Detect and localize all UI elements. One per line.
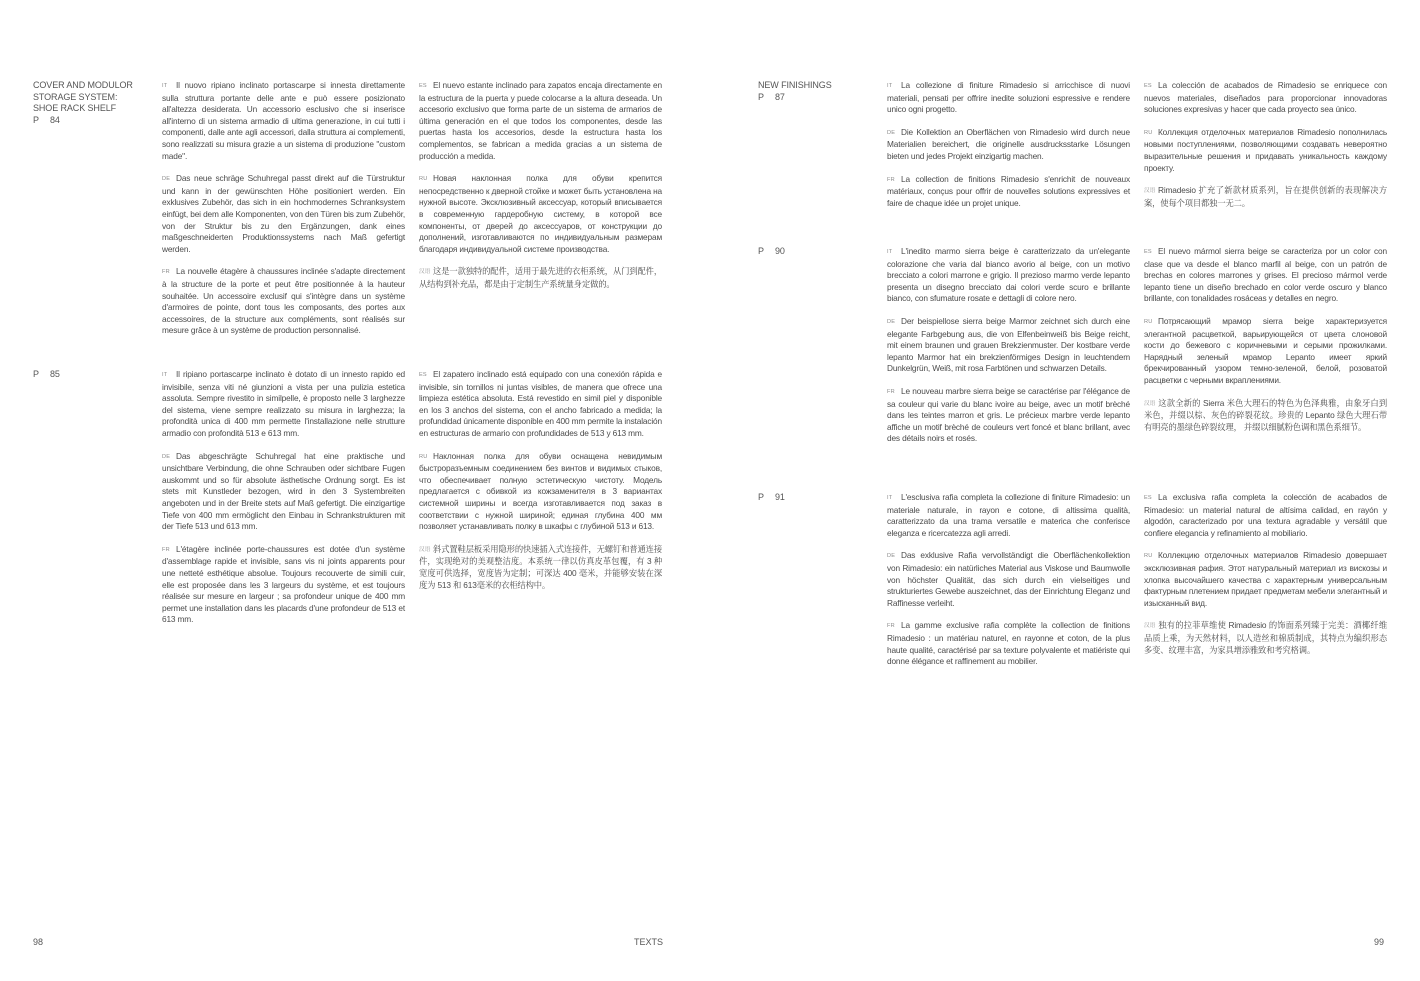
paragraph-fr xyxy=(887,174,1130,210)
paragraph-es xyxy=(419,80,662,162)
page-reference-number: 90 xyxy=(775,246,785,256)
page-reference-number: 84 xyxy=(50,114,60,125)
paragraph-text: Das neue schräge Schuhregal passt direkt auf die Türstruktur und kann in der gewünschten Höhe positioniert werden. Ein exklusives Zubehör, das sich in ein hochmodernes Schranksystem einfügt, bei dem alle Komponenten, von den Türen bis zum Zubehör, von der Struktur bis zu den Ergänzungen, dank eines maßgeschneiderten Produktionssystems nach Maß gefertigt werden. xyxy=(162,173,405,254)
language-tag: DE xyxy=(887,553,896,560)
language-tag: RU xyxy=(419,176,428,183)
paragraph-text: Коллекция отделочных материалов Rimadesio пополнилась новыми поступлениями, позволяющими создавать невероятно выразительные решения и придавать уникальность каждому проекту. xyxy=(1144,126,1387,173)
section-heading-p85 xyxy=(33,369,143,381)
language-tag: ES xyxy=(419,83,427,89)
paragraph-ru xyxy=(1144,550,1387,609)
language-tag: IT xyxy=(887,495,893,501)
page-reference: P 85 xyxy=(33,369,60,379)
language-tag: FR xyxy=(162,269,170,276)
paragraph-text: Das abgeschrägte Schuhregal hat eine praktische und unsichtbare Verbindung, die ohne Schrauben oder sichtbare Fugen auskommt und so für absolute ästhetische Ordnung sorgt. Es ist stets mit Kunstleder bezogen, wird in den 3 Systembreiten angeboten und in der Breite stets auf Maß gefertigt. Die einzigartige Tiefe von 400 mm ermöglicht den Einbau in Schrankstrukturen mit der Tiefe 513 und 613 mm. xyxy=(162,450,405,532)
text-column-it-de-fr xyxy=(162,80,405,348)
paragraph-text: El nuevo mármol sierra beige se caracteriza por un color con clase que va desde el blanco marfil al beige, con un patrón de brechas en colores marrones y grises. El precioso mármol verde lepanto tiene un diseño brechado en color verde oscuro y blanco brillante, con tonalidades rosáceas y detalles en negro. xyxy=(1144,246,1387,304)
text-column-es-ru-zh xyxy=(419,80,662,302)
language-tag: FR xyxy=(887,388,895,395)
footer-section-label: TEXTS xyxy=(634,937,664,947)
section-heading-new-finishings xyxy=(758,80,868,103)
paragraph-es xyxy=(1144,246,1387,305)
text-column-it-de-fr xyxy=(887,492,1130,679)
paragraph-it xyxy=(887,492,1130,539)
paragraph-text: 独有的拉菲草维使 Rimadesio 的饰面系列臻于完美：酒椰纤维品质上乘，为天然材料，以人造丝和棉质制成，其特点为编织形态多变、纹理丰富，为家具增添雅致和考究格调。 xyxy=(1144,620,1387,655)
language-tag: IT xyxy=(162,83,168,89)
paragraph-es xyxy=(419,369,662,440)
language-tag: RU xyxy=(1144,553,1153,560)
paragraph-text: La gamme exclusive rafia complète la collection de finitions Rimadesio : un matériau naturel, en rayonne et coton, de la plus haute qualité, caractérisé par sa texture polyvalente et matiériste qui donne élégance et raffinement au mobilier. xyxy=(887,620,1130,667)
paragraph-ru xyxy=(419,173,662,255)
language-tag: 汉语 xyxy=(419,269,431,276)
language-tag: DE xyxy=(887,129,896,136)
paragraph-de xyxy=(162,173,405,255)
section-heading-shoe-rack xyxy=(33,80,143,126)
paragraph-text: Il nuovo ripiano inclinato portascarpe si innesta direttamente sulla struttura portante delle ante e può essere posizionato all'altezza desiderata. Un accessorio esclusivo che si inserisce all'interno di un sistema armadio di ultima generazione, in cui tutti i componenti, dalle ante agli accessori, dalla struttura ai complementi, sono realizzati su misura grazie a un sistema di produzione "custom made". xyxy=(162,80,405,161)
page-reference: P 90 xyxy=(758,246,785,256)
language-tag: 汉语 xyxy=(1144,400,1156,407)
text-column-it-de-fr xyxy=(887,246,1130,456)
paragraph-zh xyxy=(419,544,662,591)
paragraph-text: Il ripiano portascarpe inclinato è dotato di un innesto rapido ed invisibile, senza viti né giunzioni a vista per una pulizia estetica assoluta. Sempre rivestito in similpelle, è proposto nelle 3 larghezze del sistema, viene sempre realizzato su misura in larghezza; la profondità unica di 400 mm permette l'installazione nelle strutture armadio con profondità 513 e 613 mm. xyxy=(162,369,405,438)
paragraph-text: Die Kollektion an Oberflächen von Rimadesio wird durch neue Materialien bereichert, die originelle ausdrucksstarke Lösungen bieten und jedes Projekt einzigartig machen. xyxy=(887,126,1130,161)
paragraph-de xyxy=(162,451,405,533)
page-reference-number: 87 xyxy=(775,91,785,102)
paragraph-zh xyxy=(1144,398,1387,434)
paragraph-text: Der beispiellose sierra beige Marmor zeichnet sich durch eine elegante Farbgebung aus, die von Elfenbeinweiß bis Beige reicht, mit einem braunen und grauen Brekzienmuster. Der kostbare verde lepanto Marmor hat ein brekzienförmiges Design in leuchtendem Dunkelgrün, Weiß, mit rosa Farbtönen und schwarzen Details. xyxy=(887,315,1130,374)
paragraph-text: El zapatero inclinado está equipado con una conexión rápida e invisible, sin tornillos ni juntas visibles, de manera que ofrece una limpieza estética absoluta. Está revestido en simil piel y disponible en los 3 anchos del sistema, con el ancho fabricado a medida; la profundidad únicamente disponible en 400 mm permite la instalación en estructuras de armario con profundidades de 513 y 613 mm. xyxy=(419,369,662,438)
paragraph-zh xyxy=(1144,620,1387,656)
paragraph-text: Le nouveau marbre sierra beige se caractérise par l'élégance de sa couleur qui varie du blanc ivoire au beige, avec un motif brèché dans les teintes marron et gris. Le précieux marbre verde lepanto affiche un motif brèché de couleurs vert foncé et blanc brillant, avec des détails noirs et rosés. xyxy=(887,385,1130,444)
paragraph-text: La collection de finitions Rimadesio s'enrichit de nouveaux matériaux, conçus pour offrir de nouvelles solutions expressives et faire de chaque idée un projet unique. xyxy=(887,173,1130,208)
paragraph-text: Новая наклонная полка для обуви крепится непосредственно к дверной стойке и может быть установлена на нужной высоте. Эксклюзивный аксессуар, который вписывается в современную гардеробную систему, в которой все компоненты, от дверей до аксессуаров, от конструкции до дополнений, изготавливаются по индивидуальным размерам благодаря индивидуальной системе производства. xyxy=(419,173,662,254)
text-column-es-ru-zh xyxy=(1144,246,1387,444)
paragraph-de xyxy=(887,316,1130,375)
paragraph-text: L'inedito marmo sierra beige è caratterizzato da un'elegante colorazione che varia dal bianco avorio al beige, con un motivo brecciato a colori marrone e grigio. Il prezioso marmo verde lepanto presenta un disegno brecciato dai colori verde scuro e brillante bianco, con sfumature rosate e dettagli di colore nero. xyxy=(887,246,1130,304)
paragraph-es xyxy=(1144,492,1387,539)
language-tag: ES xyxy=(419,372,427,378)
language-tag: FR xyxy=(162,546,170,553)
paragraph-text: La nouvelle étagère à chaussures inclinée s'adapte directement à la structure de la porte et peut être positionnée à la hauteur souhaitée. Un accessoire exclusif qui s'intègre dans un système d'armoires de pointe, dont tous les composants, des portes aux accessoires, de la structure aux compléments, sont réalisés sur mesure grâce à un système de production personnalisé. xyxy=(162,266,405,336)
paragraph-text: 斜式置鞋层板采用隐形的快速插入式连接件，无螺钉和普通连接件，实现绝对的美观整洁度。本系统一律以仿真皮革包覆，有 3 种宽度可供选择，宽度皆为定制；可深达 400 毫米，并能够安装在深度为 513 和 613毫米的衣柜结构中。 xyxy=(419,543,662,590)
text-column-it-de-fr xyxy=(162,369,405,637)
text-column-it-de-fr xyxy=(887,80,1130,220)
left-page-number: 98 xyxy=(33,937,44,947)
paragraph-ru xyxy=(1144,127,1387,174)
language-tag: RU xyxy=(419,453,428,460)
text-column-es-ru-zh xyxy=(1144,492,1387,667)
heading-line: NEW FINISHINGS xyxy=(758,80,832,90)
language-tag: DE xyxy=(162,176,171,183)
paragraph-it xyxy=(162,369,405,440)
paragraph-text: La exclusiva rafia completa la colección de acabados de Rimadesio: un material natural de altísima calidad, en rayón y algodón, caracterizado por una textura agradable y versátil que confiere elegancia y refinamiento al mobiliario. xyxy=(1144,492,1387,538)
paragraph-text: La collezione di finiture Rimadesio si arricchisce di nuovi materiali, pensati per offrire inedite soluzioni espressive e rendere unico ogni progetto. xyxy=(887,80,1130,115)
language-tag: DE xyxy=(887,318,896,325)
paragraph-de xyxy=(887,127,1130,163)
text-column-es-ru-zh xyxy=(419,369,662,602)
paragraph-text: Потрясающий мрамор sierra beige характеризуется элегантной расцветкой, варьирующейся от цвета слоновой кости до бежевого с коричневыми и серыми прожилками. Нарядный зеленый мрамор Lepanto имеет яркий брекчированный узором темно-зеленой, белой, розоватой расцветки с черными вкраплениями. xyxy=(1144,315,1387,385)
paragraph-text: El nuevo estante inclinado para zapatos encaja directamente en la estructura de la puerta y puede colocarse a la altura deseada. Un accesorio exclusivo que forma parte de un sistema de armarios de última generación en el que todos los componentes, desde las puertas hasta los accesorios, desde la estructura hasta los complementos, se fabrican a medida gracias a un sistema de producción a medida. xyxy=(419,80,662,161)
language-tag: IT xyxy=(162,372,168,378)
paragraph-it xyxy=(887,246,1130,305)
right-page-number: 99 xyxy=(1374,937,1385,947)
paragraph-fr xyxy=(162,266,405,337)
language-tag: 汉语 xyxy=(1144,623,1156,630)
section-heading-p90 xyxy=(758,246,868,258)
page-reference-number: 85 xyxy=(50,369,60,379)
heading-line: SHOE RACK SHELF xyxy=(33,103,117,113)
paragraph-fr xyxy=(887,620,1130,667)
paragraph-text: 这款全新的 Sierra 米色大理石的特色为色泽典雅，由象牙白到米色，并缀以棕、灰色的碎裂花纹。珍贵的 Lepanto 绿色大理石带有明亮的墨绿色碎裂纹理， 并缀以细腻粉色调和黑色系细节。 xyxy=(1144,397,1387,432)
paragraph-zh xyxy=(419,266,662,290)
text-column-es-ru-zh xyxy=(1144,80,1387,220)
language-tag: RU xyxy=(1144,129,1153,136)
language-tag: 汉语 xyxy=(419,546,431,553)
paragraph-it xyxy=(162,80,405,162)
paragraph-fr xyxy=(162,544,405,626)
section-heading-p91 xyxy=(758,492,868,504)
paragraph-ru xyxy=(1144,316,1387,387)
paragraph-fr xyxy=(887,386,1130,445)
language-tag: ES xyxy=(1144,83,1152,89)
paragraph-text: Коллекцию отделочных материалов Rimadesio довершает эксклюзивная рафия. Этот натуральный материал из вискозы и хлопка высочайшего качества с характерным универсальным фактурным плетением придает предметам мебели элегантный и изысканный вид. xyxy=(1144,550,1387,608)
page-reference: P 87 xyxy=(758,91,785,102)
language-tag: ES xyxy=(1144,495,1152,501)
page-reference: P 84 xyxy=(33,114,60,125)
paragraph-ru xyxy=(419,451,662,533)
paragraph-text: Das exklusive Rafia vervollständigt die Oberflächenkollektion von Rimadesio: ein natürliches Material aus Viskose und Baumwolle von höchster Qualität, das sich durch ein vielseitiges und strukturiertes Gewebe auszeichnet, das der Einrichtung Eleganz und Raffinesse verleiht. xyxy=(887,550,1130,608)
language-tag: IT xyxy=(887,249,893,255)
paragraph-text: L'esclusiva rafia completa la collezione di finiture Rimadesio: un materiale naturale, in rayon e cotone, di altissima qualità, caratterizzato da una trama versatile e materica che conferisce eleganza e ricercatezza agli arredi. xyxy=(887,492,1130,538)
paragraph-text: L'étagère inclinée porte-chaussures est dotée d'un système d'assemblage rapide et invisible, sans vis ni joints apparents pour une netteté esthétique absolue. Toujours recouverte de simili cuir, elle est proposée dans les 3 largeurs du système, et est toujours réalisée sur mesure en largeur ; sa profondeur unique de 400 mm permet une installation dans les placards d'une profondeur de 513 et 613 mm. xyxy=(162,543,405,625)
language-tag: 汉语 xyxy=(1144,188,1156,195)
paragraph-es xyxy=(1144,80,1387,116)
language-tag: DE xyxy=(162,453,171,460)
page-reference-number: 91 xyxy=(775,492,785,502)
paragraph-text: Rimadesio 扩充了新款材质系列，旨在提供创新的表现解决方案，使每个项目都独一无二。 xyxy=(1144,185,1387,208)
language-tag: IT xyxy=(887,83,893,89)
paragraph-text: 这是一款独特的配件，适用于最先进的衣柜系统，从门到配件，从结构到补充品，都是由于定制生产系统量身定做的。 xyxy=(419,266,662,289)
page-reference: P 91 xyxy=(758,492,785,502)
language-tag: RU xyxy=(1144,318,1153,325)
heading-line: COVER AND MODULOR xyxy=(33,80,133,90)
language-tag: FR xyxy=(887,176,895,183)
paragraph-it xyxy=(887,80,1130,116)
language-tag: FR xyxy=(887,623,895,630)
paragraph-text: La colección de acabados de Rimadesio se enriquece con nuevos materiales, diseñados para proporcionar innovadoras soluciones expresivas y hacer que cada proyecto sea único. xyxy=(1144,80,1387,115)
paragraph-text: Наклонная полка для обуви оснащена невидимым быстроразъемным соединением без винтов и видимых стыков, что обеспечивает полную эстетическую чистоту. Модель предлагается с обивкой из кожзаменителя в 3 вариантах системной ширины и всегда изготавливается под заказ в соответствии с нужной шириной; единая глубина 400 мм позволяет устанавливать полку в шкафы с глубиной 513 и 613. xyxy=(419,450,662,532)
paragraph-zh xyxy=(1144,185,1387,209)
language-tag: ES xyxy=(1144,249,1152,255)
heading-line: STORAGE SYSTEM: xyxy=(33,91,118,102)
paragraph-de xyxy=(887,550,1130,609)
